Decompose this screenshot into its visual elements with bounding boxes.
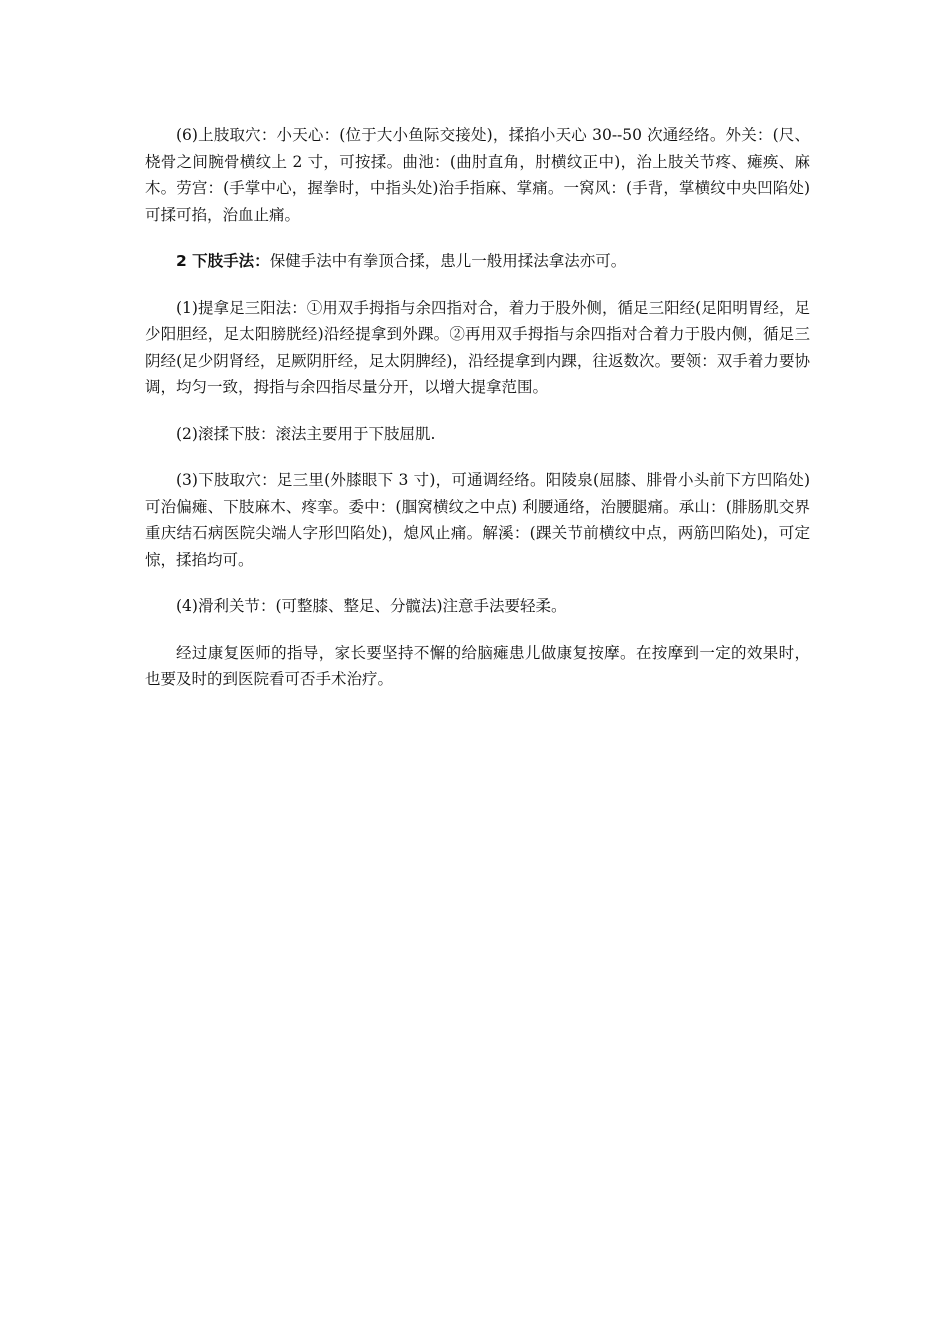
paragraph-text: (2)滚揉下肢：滚法主要用于下肢屈肌. bbox=[176, 424, 436, 443]
paragraph-text: (3)下肢取穴：足三里(外膝眼下 3 寸)，可通调经络。阳陵泉(屈膝、腓骨小头前下方凹陷处)可治偏瘫、下肢麻木、疼挛。委中：(腘窝横纹之中点) 利腰通络，治腰腿痛。承山：(腓肠肌交界重庆结石病医院尖端人字形凹陷处)，熄风止痛。解溪：(踝关节前横纹中点，两筋凹陷处)，可定惊，揉掐均可。 bbox=[145, 471, 810, 569]
paragraph-text: (4)滑利关节：(可整膝、整足、分髋法)注意手法要轻柔。 bbox=[176, 597, 567, 615]
paragraph-conclusion bbox=[145, 640, 810, 693]
section-heading: 2 下肢手法： bbox=[176, 252, 270, 270]
paragraph-text: (6)上肢取穴：小天心：(位于大小鱼际交接处)，揉掐小天心 30--50 次通经络。外关：(尺、桡骨之间腕骨横纹上 2 寸，可按揉。曲池：(曲肘直角，肘横纹正中)，治上肢关节疼、瘫痪、麻木。劳宫：(手掌中心，握拳时，中指头处)治手指麻、掌痛。一窝风：(手背，掌横纹中央凹陷处)可揉可掐，治血止痛。 bbox=[145, 126, 810, 224]
paragraph-upper-limb-points bbox=[145, 122, 810, 228]
document-body bbox=[145, 122, 810, 713]
paragraph-lower-limb-technique bbox=[145, 248, 810, 275]
paragraph-three-yang-method bbox=[145, 295, 810, 401]
paragraph-joint-mobilization bbox=[145, 593, 810, 620]
paragraph-text: 保健手法中有拳顶合揉，患儿一般用揉法拿法亦可。 bbox=[269, 252, 627, 270]
paragraph-lower-limb-points bbox=[145, 467, 810, 573]
paragraph-rolling-lower-limb bbox=[145, 421, 810, 448]
paragraph-text: 经过康复医师的指导，家长要坚持不懈的给脑瘫患儿做康复按摩。在按摩到一定的效果时，也要及时的到医院看可否手术治疗。 bbox=[145, 643, 810, 688]
paragraph-text: (1)提拿足三阳法：①用双手拇指与余四指对合，着力于股外侧，循足三阳经(足阳明胃经，足少阳胆经，足太阳膀胱经)沿经提拿到外踝。②再用双手拇指与余四指对合着力于股内侧，循足三阴经(足少阴肾经，足厥阴肝经，足太阴脾经)，沿经提拿到内踝，往返数次。要领：双手着力要协调，均匀一致，拇指与余四指尽量分开，以增大提拿范围。 bbox=[145, 298, 810, 396]
